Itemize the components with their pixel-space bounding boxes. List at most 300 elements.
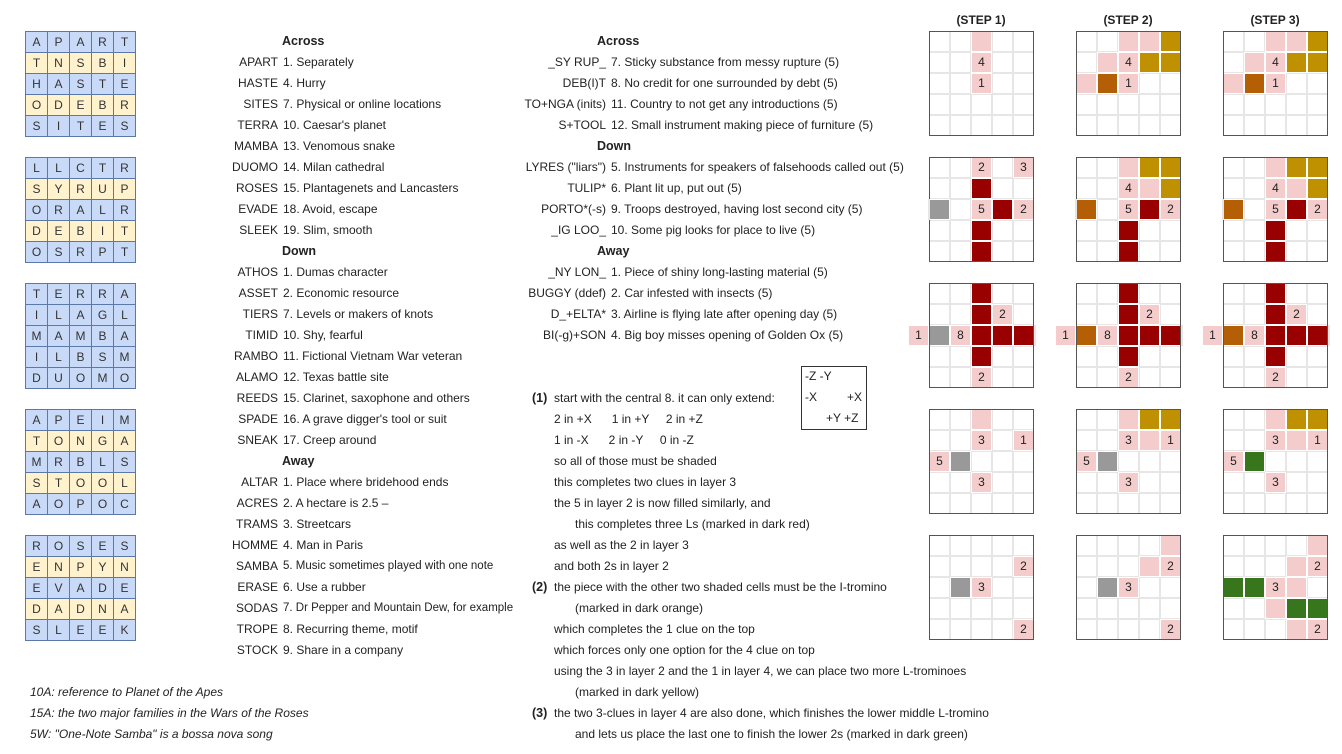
step-cell — [992, 73, 1013, 94]
step-cell — [1286, 241, 1307, 262]
grid-cell: L — [114, 305, 136, 326]
step-cell — [1286, 409, 1307, 430]
step-cell: 2 — [992, 304, 1013, 325]
step-cell — [1223, 52, 1244, 73]
explanation-line: and both 2s in layer 2 — [554, 559, 669, 573]
step-cell — [1013, 346, 1034, 367]
step-cell — [1118, 451, 1139, 472]
grid-cell: N — [48, 557, 70, 578]
grid-cell: S — [48, 242, 70, 263]
step-cell — [950, 556, 971, 577]
step-cell — [1223, 115, 1244, 136]
step-cell — [950, 451, 971, 472]
step-cell — [992, 199, 1013, 220]
step-3-layer-5 — [1223, 535, 1328, 640]
grid-cell: A — [26, 494, 48, 515]
note-10a: 10A: reference to Planet of the Apes — [30, 685, 224, 699]
grid-cell: T — [48, 473, 70, 494]
grid-cell: E — [70, 410, 92, 431]
step-cell — [1286, 115, 1307, 136]
step-cell — [950, 31, 971, 52]
step-cell — [1265, 493, 1286, 514]
step-cell — [1160, 367, 1181, 388]
grid-cell: S — [114, 536, 136, 557]
step-cell — [929, 94, 950, 115]
grid-cell: O — [70, 473, 92, 494]
step-2-title: (STEP 2) — [1103, 13, 1153, 27]
grid-cell: E — [70, 620, 92, 641]
left-clue: 2. Economic resource — [283, 286, 400, 300]
grid-cell: D — [70, 599, 92, 620]
step-cell — [992, 430, 1013, 451]
left-answer: TERRA — [237, 118, 278, 132]
grid-cell: R — [92, 284, 114, 305]
step-cell: 2 — [1307, 619, 1328, 640]
grid-cell: G — [92, 431, 114, 452]
step-cell — [1307, 178, 1328, 199]
step-cell — [1118, 409, 1139, 430]
left-clue: 1. Separately — [283, 55, 354, 69]
left-answer: TIERS — [242, 307, 278, 321]
step-3-title: (STEP 3) — [1250, 13, 1300, 27]
grid-cell: R — [26, 536, 48, 557]
step-cell — [1160, 220, 1181, 241]
right-answer: TULIP* — [567, 181, 606, 195]
step-cell — [1160, 178, 1181, 199]
left-clue: 10. Caesar's planet — [283, 118, 387, 132]
left-clue: 4. Hurry — [283, 76, 326, 90]
step-outside-clue: 1 — [1055, 325, 1076, 346]
left-answer: APART — [239, 55, 278, 69]
step-cell: 2 — [1307, 199, 1328, 220]
step-cell — [950, 157, 971, 178]
step-cell: 5 — [929, 451, 950, 472]
grid-cell: M — [114, 410, 136, 431]
explanation-line: (marked in dark orange) — [575, 601, 704, 615]
step-cell: 2 — [1160, 556, 1181, 577]
answer-grid-2 — [25, 157, 136, 263]
step-cell — [1076, 73, 1097, 94]
step-cell — [1139, 430, 1160, 451]
step-cell — [1244, 577, 1265, 598]
grid-cell: R — [70, 284, 92, 305]
step-cell — [1307, 52, 1328, 73]
left-heading: Away — [282, 454, 315, 468]
step-cell — [950, 577, 971, 598]
step-cell — [950, 409, 971, 430]
step-cell — [1139, 325, 1160, 346]
grid-cell: T — [114, 32, 136, 53]
step-cell — [1013, 472, 1034, 493]
grid-cell: M — [26, 326, 48, 347]
step-cell — [1244, 409, 1265, 430]
step-cell: 3 — [971, 577, 992, 598]
grid-cell: B — [92, 53, 114, 74]
grid-cell: L — [48, 305, 70, 326]
step-cell — [1286, 556, 1307, 577]
step-cell — [1244, 472, 1265, 493]
grid-cell: E — [70, 95, 92, 116]
step-cell — [1013, 94, 1034, 115]
step-cell — [1013, 220, 1034, 241]
grid-cell: B — [92, 95, 114, 116]
step-cell — [1307, 94, 1328, 115]
step-cell — [1286, 220, 1307, 241]
step-cell: 2 — [1265, 367, 1286, 388]
grid-cell: T — [114, 221, 136, 242]
step-cell: 3 — [1265, 577, 1286, 598]
step-cell — [1097, 535, 1118, 556]
explanation-line: the two 3-clues in layer 4 are also done, which finishes the lower middle L-tromino — [554, 706, 989, 720]
explanation-line: so all of those must be shaded — [554, 454, 717, 468]
grid-cell: S — [114, 116, 136, 137]
grid-cell: S — [114, 452, 136, 473]
step-cell: 1 — [1118, 73, 1139, 94]
step-cell — [1013, 31, 1034, 52]
grid-cell: L — [26, 158, 48, 179]
step-cell — [1076, 493, 1097, 514]
left-clue: 1. Dumas character — [283, 265, 388, 279]
grid-cell: A — [114, 326, 136, 347]
right-clue: 9. Troops destroyed, having lost second city (5) — [611, 202, 863, 216]
right-answer: _IG LOO_ — [551, 223, 606, 237]
step-cell — [1139, 409, 1160, 430]
grid-cell: A — [48, 599, 70, 620]
step-cell — [1307, 115, 1328, 136]
left-answer: SNEAK — [237, 433, 278, 447]
step-cell — [1244, 304, 1265, 325]
step-cell — [929, 535, 950, 556]
step-cell — [1139, 283, 1160, 304]
right-answer: _SY RUP_ — [548, 55, 606, 69]
grid-cell: D — [48, 95, 70, 116]
step-cell — [1118, 493, 1139, 514]
step-cell — [929, 556, 950, 577]
legend-line-1: -Z -Y — [805, 369, 832, 383]
step-cell — [950, 94, 971, 115]
grid-cell: A — [70, 305, 92, 326]
step-cell — [1118, 115, 1139, 136]
step-cell — [1223, 178, 1244, 199]
note-15a: 15A: the two major families in the Wars of the Roses — [30, 706, 309, 720]
grid-cell: L — [48, 158, 70, 179]
grid-cell: S — [70, 536, 92, 557]
step-cell — [1244, 493, 1265, 514]
step-cell: 3 — [971, 430, 992, 451]
grid-cell: O — [92, 473, 114, 494]
step-cell: 2 — [1013, 619, 1034, 640]
grid-cell: U — [48, 368, 70, 389]
step-cell — [1076, 619, 1097, 640]
grid-cell: E — [26, 578, 48, 599]
step-cell — [929, 472, 950, 493]
step-2-layer-3 — [1062, 283, 1181, 388]
grid-cell: K — [114, 620, 136, 641]
step-cell — [1307, 73, 1328, 94]
left-clue: 18. Avoid, escape — [283, 202, 378, 216]
step-cell: 3 — [1265, 472, 1286, 493]
step-cell — [971, 304, 992, 325]
step-cell — [971, 241, 992, 262]
left-answer: TRAMS — [236, 517, 278, 531]
step-cell — [1118, 283, 1139, 304]
left-clue: 1. Place where bridehood ends — [283, 475, 449, 489]
step-cell — [971, 535, 992, 556]
step-cell — [1160, 157, 1181, 178]
step-cell — [1139, 52, 1160, 73]
step-cell — [1076, 535, 1097, 556]
step-cell — [1223, 31, 1244, 52]
step-cell — [1265, 346, 1286, 367]
left-clue: 19. Slim, smooth — [283, 223, 373, 237]
step-cell — [1118, 325, 1139, 346]
step-cell — [1076, 430, 1097, 451]
right-answer: BUGGY (ddef) — [528, 286, 606, 300]
step-cell — [971, 598, 992, 619]
grid-cell: E — [92, 536, 114, 557]
step-cell — [1139, 241, 1160, 262]
left-answer: HOMME — [232, 538, 278, 552]
step-cell — [1097, 283, 1118, 304]
step-cell: 2 — [1139, 304, 1160, 325]
step-1-layer-3 — [915, 283, 1034, 388]
left-clue: 9. Share in a company — [283, 643, 404, 657]
step-cell — [1286, 157, 1307, 178]
step-cell — [1139, 157, 1160, 178]
step-cell: 2 — [971, 367, 992, 388]
grid-cell: P — [92, 242, 114, 263]
step-cell — [1265, 619, 1286, 640]
grid-cell: M — [70, 326, 92, 347]
grid-cell: L — [48, 620, 70, 641]
step-cell — [1307, 577, 1328, 598]
grid-cell: N — [70, 431, 92, 452]
step-cell: 3 — [1013, 157, 1034, 178]
right-answer: TO+NGA (inits) — [524, 97, 606, 111]
grid-cell: O — [114, 368, 136, 389]
step-cell — [1223, 283, 1244, 304]
step-cell — [1223, 220, 1244, 241]
step-cell — [1244, 73, 1265, 94]
right-clue: 10. Some pig looks for place to live (5) — [611, 223, 816, 237]
step-cell — [950, 115, 971, 136]
left-answer: ERASE — [237, 580, 278, 594]
step-cell — [1265, 556, 1286, 577]
step-cell — [1286, 493, 1307, 514]
step-cell — [1244, 94, 1265, 115]
step-cell — [1013, 241, 1034, 262]
step-cell — [1286, 178, 1307, 199]
step-1-layer-2 — [929, 157, 1034, 262]
step-cell — [1076, 178, 1097, 199]
step-3-layer-1 — [1223, 31, 1328, 136]
step-cell — [1286, 199, 1307, 220]
left-clue: 11. Fictional Vietnam War veteran — [283, 349, 463, 363]
step-cell — [1139, 178, 1160, 199]
step-cell — [971, 178, 992, 199]
step-cell: 3 — [1265, 430, 1286, 451]
step-cell: 2 — [1307, 556, 1328, 577]
grid-cell: B — [92, 326, 114, 347]
step-outside-cell — [1075, 199, 1077, 220]
step-cell — [1076, 157, 1097, 178]
step-cell — [1013, 283, 1034, 304]
step-cell — [1307, 220, 1328, 241]
step-cell — [929, 199, 950, 220]
left-clue: 15. Plantagenets and Lancasters — [283, 181, 459, 195]
step-cell — [1097, 430, 1118, 451]
step-cell: 5 — [1076, 451, 1097, 472]
explanation-line: the 5 in layer 2 is now filled similarly, and — [554, 496, 771, 510]
grid-cell: R — [70, 179, 92, 200]
right-heading: Down — [597, 139, 632, 153]
step-cell — [992, 283, 1013, 304]
grid-cell: T — [92, 74, 114, 95]
step-1-layer-1 — [929, 31, 1034, 136]
step-cell — [1076, 283, 1097, 304]
step-cell — [1265, 157, 1286, 178]
right-answer: D_+ELTA* — [550, 307, 606, 321]
explanation-step-marker: (2) — [532, 580, 548, 594]
step-cell — [1076, 346, 1097, 367]
grid-cell: R — [48, 452, 70, 473]
step-cell — [1139, 94, 1160, 115]
step-cell — [1139, 115, 1160, 136]
step-cell — [1118, 598, 1139, 619]
grid-cell: A — [26, 410, 48, 431]
step-cell — [1118, 157, 1139, 178]
grid-cell: L — [114, 473, 136, 494]
explanation-step-marker: (1) — [532, 391, 548, 405]
step-cell — [1244, 157, 1265, 178]
grid-cell: A — [70, 32, 92, 53]
step-cell — [950, 598, 971, 619]
right-heading: Across — [597, 34, 640, 48]
explanation-step-marker: (3) — [532, 706, 548, 720]
step-cell — [929, 598, 950, 619]
step-cell — [1013, 577, 1034, 598]
grid-cell: S — [26, 179, 48, 200]
step-cell — [1265, 535, 1286, 556]
step-cell: 1 — [1160, 430, 1181, 451]
step-cell — [1076, 241, 1097, 262]
grid-cell: H — [26, 74, 48, 95]
right-clue: 12. Small instrument making piece of furniture (5) — [611, 118, 874, 132]
step-cell — [1265, 304, 1286, 325]
step-cell — [929, 178, 950, 199]
step-cell — [1097, 157, 1118, 178]
step-cell — [1307, 535, 1328, 556]
step-cell — [1307, 157, 1328, 178]
step-cell — [929, 241, 950, 262]
step-cell: 8 — [1097, 325, 1118, 346]
explanation-line: and lets us place the last one to finish the lower 2s (marked in dark green) — [575, 727, 968, 741]
grid-cell: I — [26, 305, 48, 326]
step-cell — [1160, 283, 1181, 304]
grid-cell: N — [114, 557, 136, 578]
step-cell — [1118, 346, 1139, 367]
step-cell — [1118, 31, 1139, 52]
step-cell — [1139, 31, 1160, 52]
left-clue: 10. Shy, fearful — [283, 328, 363, 342]
step-cell — [1139, 556, 1160, 577]
right-clue: 8. No credit for one surrounded by debt (5) — [611, 76, 838, 90]
left-clue: 16. A grave digger's tool or suit — [283, 412, 447, 426]
step-cell — [1244, 199, 1265, 220]
step-cell: 4 — [1118, 52, 1139, 73]
grid-cell: E — [114, 578, 136, 599]
step-cell — [1097, 52, 1118, 73]
explanation-line: the piece with the other two shaded cells must be the I-tromino — [554, 580, 887, 594]
step-cell — [1223, 493, 1244, 514]
step-cell: 2 — [1118, 367, 1139, 388]
step-cell — [1097, 178, 1118, 199]
grid-cell: G — [92, 305, 114, 326]
step-cell — [1286, 430, 1307, 451]
step-cell — [1223, 598, 1244, 619]
step-cell — [1307, 451, 1328, 472]
right-answer: LYRES ("liars") — [525, 160, 606, 174]
step-cell — [1286, 31, 1307, 52]
step-cell — [971, 94, 992, 115]
step-cell — [1244, 556, 1265, 577]
step-outside-cell — [1222, 199, 1224, 220]
step-cell — [1307, 241, 1328, 262]
step-cell — [1307, 409, 1328, 430]
grid-cell: I — [48, 116, 70, 137]
step-cell — [950, 178, 971, 199]
explanation-line: using the 3 in layer 2 and the 1 in layer 4, we can place two more L-trominoes — [554, 664, 967, 678]
step-cell — [992, 52, 1013, 73]
step-cell — [1244, 283, 1265, 304]
right-answer: PORTO*(-s) — [541, 202, 606, 216]
left-answer: HASTE — [237, 76, 278, 90]
step-cell — [1139, 73, 1160, 94]
step-cell — [1265, 220, 1286, 241]
step-cell — [1244, 535, 1265, 556]
grid-cell: A — [114, 284, 136, 305]
step-cell: 8 — [950, 325, 971, 346]
step-cell — [1307, 283, 1328, 304]
grid-cell: V — [48, 578, 70, 599]
step-cell — [1223, 409, 1244, 430]
step-cell — [1097, 598, 1118, 619]
step-cell — [992, 220, 1013, 241]
step-cell — [1244, 115, 1265, 136]
step-cell — [992, 31, 1013, 52]
step-cell: 2 — [1160, 199, 1181, 220]
step-cell — [950, 472, 971, 493]
step-cell: 3 — [1118, 577, 1139, 598]
step-cell — [1286, 472, 1307, 493]
grid-cell: R — [114, 200, 136, 221]
left-clue: 15. Clarinet, saxophone and others — [283, 391, 470, 405]
grid-cell: T — [26, 53, 48, 74]
explanation-line: this completes three Ls (marked in dark red) — [575, 517, 810, 531]
step-cell — [1160, 241, 1181, 262]
explanation-line: which completes the 1 clue on the top — [554, 622, 755, 636]
step-cell — [950, 619, 971, 640]
left-answer: MAMBA — [233, 139, 278, 153]
step-cell — [1013, 304, 1034, 325]
grid-cell: D — [92, 578, 114, 599]
explanation-line: start with the central 8. it can only extend: — [554, 391, 775, 405]
step-cell: 2 — [1286, 304, 1307, 325]
left-answer: TIMID — [245, 328, 278, 342]
explanation-line: (marked in dark yellow) — [575, 685, 700, 699]
step-cell — [1097, 367, 1118, 388]
step-cell — [1139, 346, 1160, 367]
